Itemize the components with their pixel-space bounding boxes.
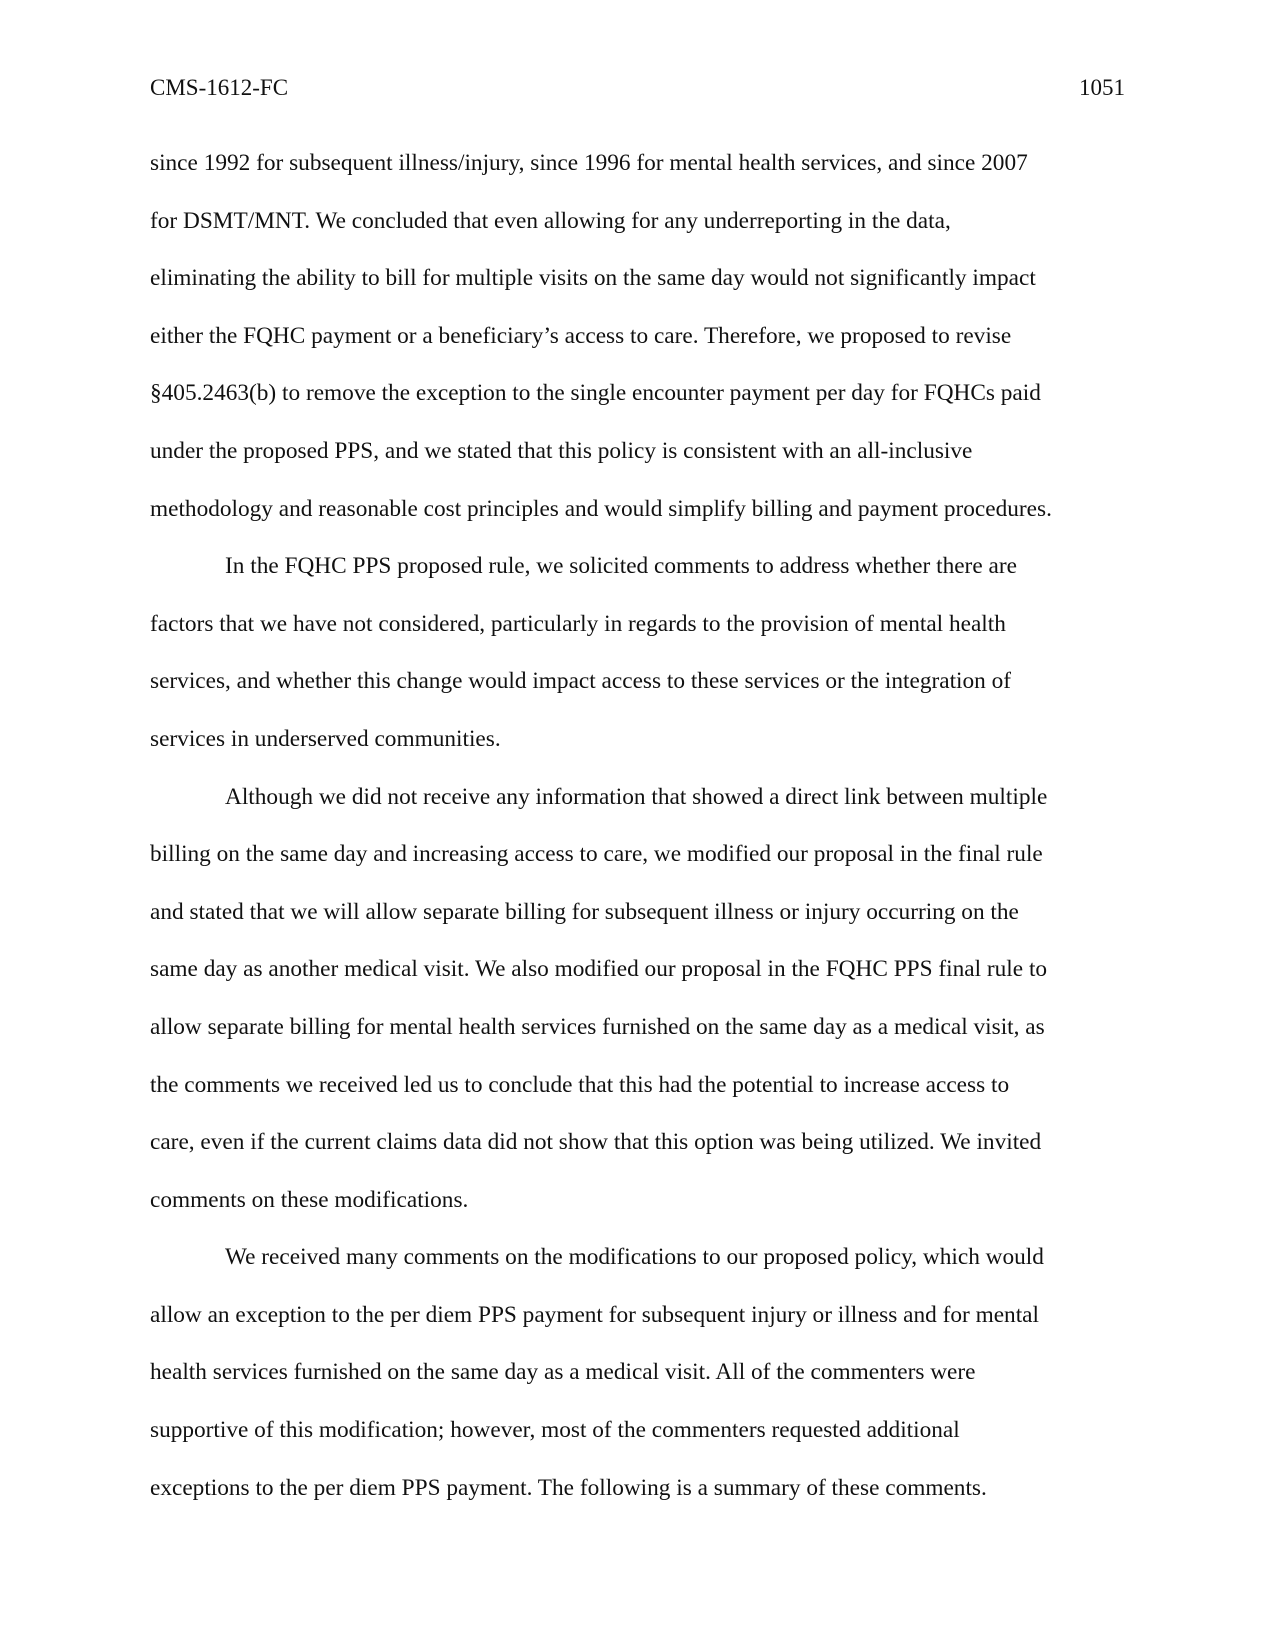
text-line: allow separate billing for mental health services furnished on the same day as a medical visit, as xyxy=(150,1013,1045,1040)
text-line: since 1992 for subsequent illness/injury, since 1996 for mental health services, and since 2007 xyxy=(150,150,1028,176)
text-line: the comments we received led us to conclude that this had the potential to increase access to xyxy=(150,1071,1010,1098)
text-line: same day as another medical visit. We also modified our proposal in the FQHC PPS final rule to xyxy=(150,956,1048,983)
paragraph-first-line: Although we did not receive any information that showed a direct link between multiple xyxy=(225,783,1048,810)
text-line: §405.2463(b) to remove the exception to the single encounter payment per day for FQHCs paid xyxy=(150,380,1041,407)
document-id: CMS-1612-FC xyxy=(150,75,289,100)
text-line: allow an exception to the per diem PPS payment for subsequent injury or illness and for mental xyxy=(150,1301,1039,1328)
text-line: for DSMT/MNT. We concluded that even allowing for any underreporting in the data, xyxy=(150,207,951,234)
text-line: billing on the same day and increasing access to care, we modified our proposal in the final rule xyxy=(150,841,1043,868)
text-line: services in underserved communities. xyxy=(150,725,501,752)
text-line: either the FQHC payment or a beneficiary’s access to care. Therefore, we proposed to revise xyxy=(150,322,1012,349)
text-line: services, and whether this change would impact access to these services or the integration of xyxy=(150,668,1012,695)
paragraph-first-line: We received many comments on the modifications to our proposed policy, which would xyxy=(225,1244,1044,1271)
text-line: under the proposed PPS, and we stated that this policy is consistent with an all-inclusive xyxy=(150,437,973,464)
document-body xyxy=(150,148,1125,1530)
page-number: 1051 xyxy=(1079,75,1125,100)
text-line: and stated that we will allow separate billing for subsequent illness or injury occurring on the xyxy=(150,898,1019,925)
text-line: factors that we have not considered, particularly in regards to the provision of mental health xyxy=(150,610,1006,637)
text-line: exceptions to the per diem PPS payment. The following is a summary of these comments. xyxy=(150,1474,987,1501)
text-line: comments on these modifications. xyxy=(150,1186,469,1213)
text-line: methodology and reasonable cost principles and would simplify billing and payment procedures. xyxy=(150,495,1052,522)
text-line: supportive of this modification; however, most of the commenters requested additional xyxy=(150,1417,960,1444)
text-line: care, even if the current claims data did not show that this option was being utilized. We invited xyxy=(150,1129,1042,1156)
text-line: eliminating the ability to bill for multiple visits on the same day would not significantly impact xyxy=(150,265,1036,292)
paragraph-first-line: In the FQHC PPS proposed rule, we solicited comments to address whether there are xyxy=(225,553,1017,580)
text-line: health services furnished on the same day as a medical visit. All of the commenters were xyxy=(150,1359,976,1386)
